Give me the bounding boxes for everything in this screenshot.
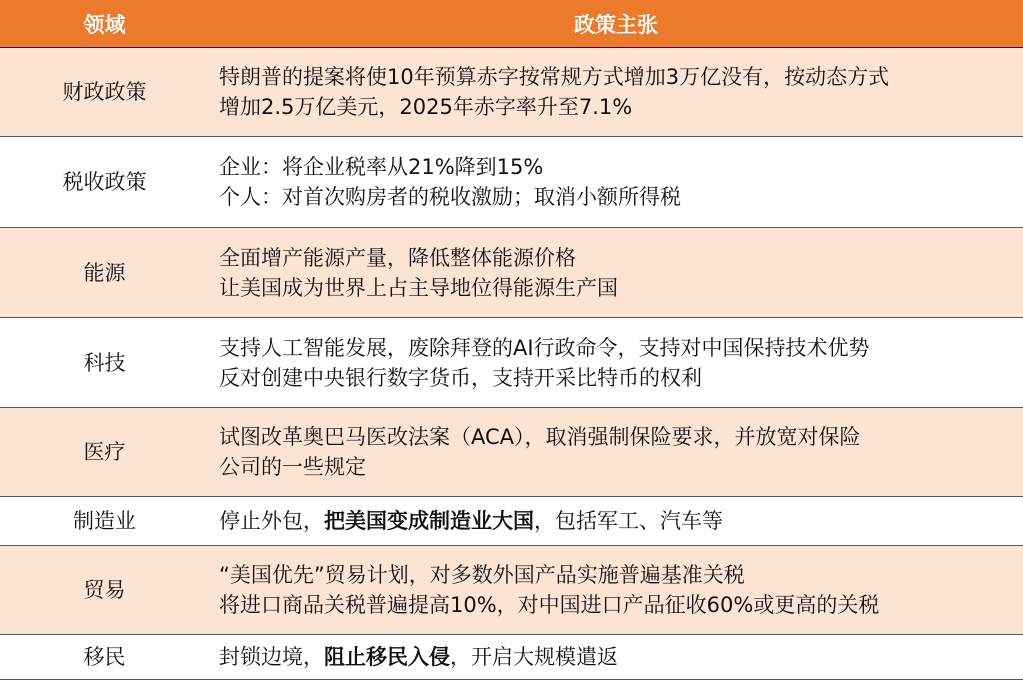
domain-cell: 科技 xyxy=(0,318,209,408)
policy-cell xyxy=(209,48,1023,137)
policy-line xyxy=(219,642,1015,672)
policy-line: 公司的一些规定 xyxy=(219,455,366,479)
policy-cell xyxy=(209,408,1023,497)
domain-cell: 财政政策 xyxy=(0,48,209,137)
domain-cell: 贸易 xyxy=(0,546,209,635)
policy-line: 企业：将企业税率从21%降到15% xyxy=(219,155,544,179)
policy-text-bold: 把美国变成制造业大国 xyxy=(324,509,534,533)
policy-text: ，开启大规模遣返 xyxy=(450,645,618,669)
policy-line: 反对创建中央银行数字货币，支持开采比特币的权利 xyxy=(219,365,702,390)
policy-text: 停止外包， xyxy=(219,509,324,533)
table-row-tax xyxy=(0,137,1023,228)
policy-line: 试图改革奥巴马医改法案（ACA），取消强制保险要求，并放宽对保险 xyxy=(219,425,861,449)
policy-line: 将进口商品关税普遍提高10%，对中国进口产品征收60%或更高的关税 xyxy=(219,593,880,617)
domain-cell: 医疗 xyxy=(0,408,209,497)
policy-text: 封锁边境， xyxy=(219,645,324,669)
policy-line: “美国优先”贸易计划，对多数外国产品实施普遍基准关税 xyxy=(219,563,745,587)
table-row-manufacturing xyxy=(0,497,1023,546)
policy-cell xyxy=(209,318,1023,408)
policy-line: 支持人工智能发展，废除拜登的AI行政命令，支持对中国保持技术优势 xyxy=(219,335,870,360)
domain-cell: 移民 xyxy=(0,635,209,680)
policy-cell xyxy=(209,635,1023,680)
header-policy: 政策主张 xyxy=(209,0,1023,48)
policy-cell xyxy=(209,546,1023,635)
policy-line: 增加2.5万亿美元，2025年赤字率升至7.1% xyxy=(219,95,633,119)
policy-text-bold: 阻止移民入侵 xyxy=(324,645,450,669)
header-domain: 领域 xyxy=(0,0,209,48)
policy-line xyxy=(219,506,1015,536)
table-row-energy xyxy=(0,228,1023,318)
table-row-fiscal xyxy=(0,48,1023,137)
domain-cell: 税收政策 xyxy=(0,137,209,228)
table-row-trade xyxy=(0,546,1023,635)
policy-line: 特朗普的提案将使10年预算赤字按常规方式增加3万亿没有，按动态方式 xyxy=(219,65,890,89)
domain-cell: 制造业 xyxy=(0,497,209,546)
table-row-tech xyxy=(0,318,1023,408)
header-row xyxy=(0,0,1023,48)
policy-line: 让美国成为世界上占主导地位得能源生产国 xyxy=(219,275,618,300)
table-row-immigration xyxy=(0,635,1023,680)
policy-text: ，包括军工、汽车等 xyxy=(534,509,723,533)
policy-line: 全面增产能源产量，降低整体能源价格 xyxy=(219,245,576,270)
policy-line: 个人：对首次购房者的税收激励；取消小额所得税 xyxy=(219,185,681,209)
table-row-healthcare xyxy=(0,408,1023,497)
domain-cell: 能源 xyxy=(0,228,209,318)
policy-cell xyxy=(209,497,1023,546)
policy-cell xyxy=(209,228,1023,318)
policy-cell xyxy=(209,137,1023,228)
